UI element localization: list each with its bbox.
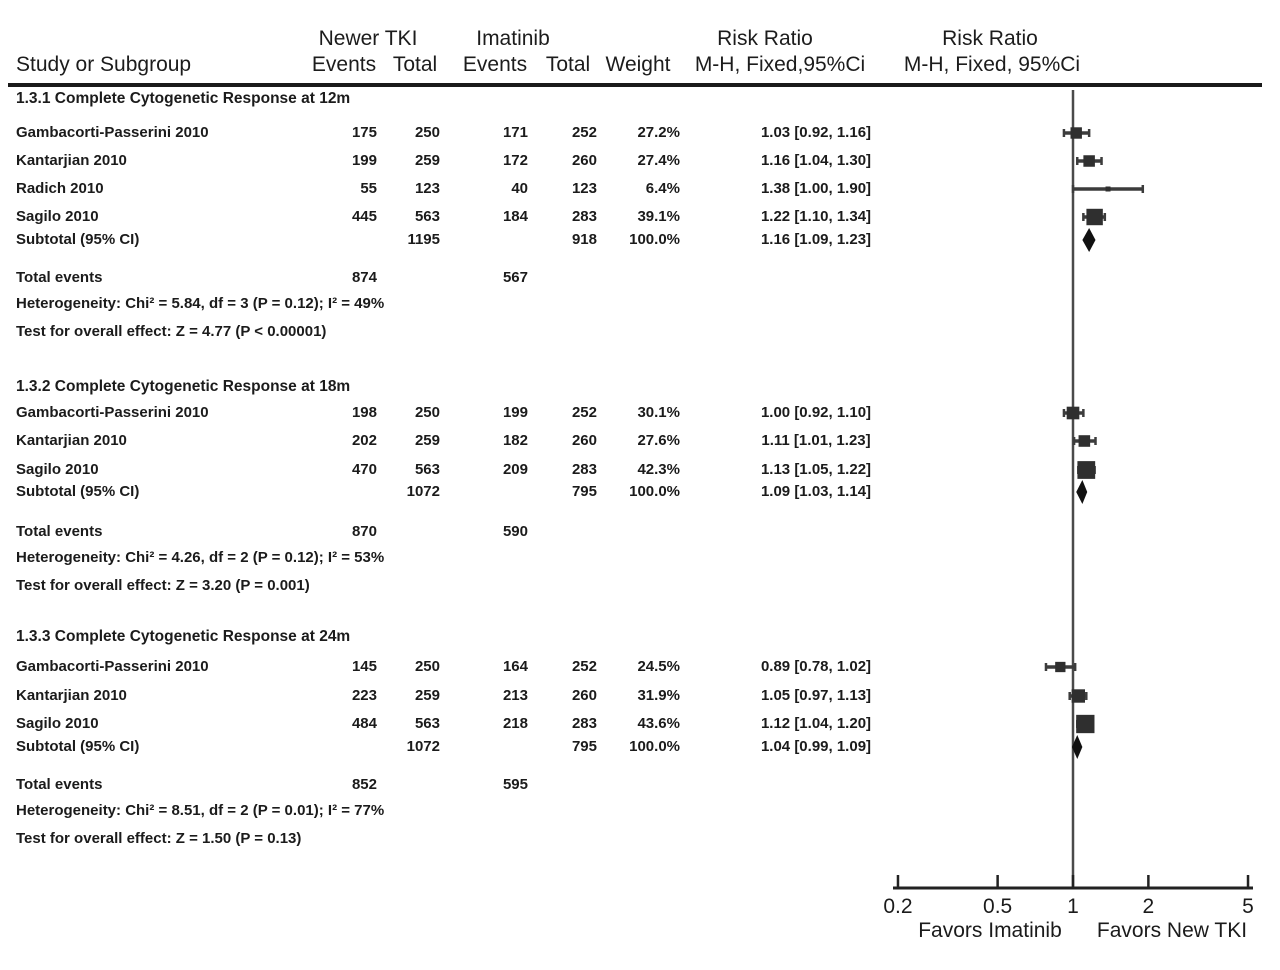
total-imatinib-cell: 260 <box>571 152 597 169</box>
total-imatinib-cell: 260 <box>571 432 597 449</box>
events-imatinib-cell: 171 <box>502 124 528 141</box>
study-row <box>0 122 920 144</box>
total-events-label: Total events <box>16 523 103 540</box>
study-row <box>0 713 920 735</box>
total-tki-cell: 563 <box>414 461 440 478</box>
axis-tick-label: 0.5 <box>983 895 1013 918</box>
events-imatinib-cell: 218 <box>502 715 528 732</box>
column-header-total-tki: Total <box>392 53 438 76</box>
total-imatinib-cell: 252 <box>571 124 597 141</box>
subtotal-row <box>0 229 920 251</box>
plot-header-risk-ratio: Risk Ratio <box>942 27 1038 50</box>
heterogeneity-line: Heterogeneity: Chi² = 4.26, df = 2 (P = 0.12); I² = 53% <box>16 549 385 566</box>
total-events-label: Total events <box>16 776 103 793</box>
weight-cell: 31.9% <box>637 687 680 704</box>
risk-ratio-cell: 1.13 [1.05, 1.22] <box>760 461 872 478</box>
weight-cell: 43.6% <box>637 715 680 732</box>
total-tki-cell: 123 <box>414 180 440 197</box>
effect-square <box>1083 155 1095 167</box>
subgroup-title: 1.3.3 Complete Cytogenetic Response at 24m <box>16 628 351 645</box>
overall-effect-line: Test for overall effect: Z = 1.50 (P = 0.13) <box>16 830 302 847</box>
total-tki-cell: 259 <box>414 432 440 449</box>
favors-left-label: Favors Imatinib <box>918 919 1062 942</box>
events-tki-cell: 445 <box>351 208 377 225</box>
study-row <box>0 685 920 707</box>
total-imatinib-cell: 283 <box>571 461 597 478</box>
study-name: Gambacorti-Passerini 2010 <box>16 124 209 141</box>
total-events-imatinib-cell: 567 <box>502 269 528 286</box>
effect-square <box>1086 209 1102 225</box>
subtotal-label: Subtotal (95% CI) <box>16 738 140 755</box>
subtotal-row <box>0 736 920 758</box>
subtotal-weight-cell: 100.0% <box>629 231 680 248</box>
events-imatinib-cell: 172 <box>502 152 528 169</box>
events-imatinib-cell: 164 <box>502 658 528 675</box>
study-name: Kantarjian 2010 <box>16 432 127 449</box>
total-imatinib-cell: 283 <box>571 208 597 225</box>
total-tki-cell: 250 <box>414 124 440 141</box>
group-header-newer-tki: Newer TKI <box>318 27 418 50</box>
study-row <box>0 656 920 678</box>
effect-square <box>1072 689 1085 702</box>
study-row <box>0 178 920 200</box>
weight-cell: 27.2% <box>637 124 680 141</box>
header-divider <box>8 83 1262 87</box>
weight-cell: 24.5% <box>637 658 680 675</box>
subtotal-risk-ratio-cell: 1.04 [0.99, 1.09] <box>760 738 872 755</box>
events-imatinib-cell: 209 <box>502 461 528 478</box>
effect-square <box>1106 187 1111 192</box>
effect-square <box>1067 407 1080 420</box>
events-imatinib-cell: 213 <box>502 687 528 704</box>
overall-effect-line: Test for overall effect: Z = 3.20 (P = 0.001) <box>16 577 310 594</box>
study-name: Gambacorti-Passerini 2010 <box>16 658 209 675</box>
total-tki-cell: 563 <box>414 208 440 225</box>
column-header-total-imatinib: Total <box>545 53 591 76</box>
study-name: Sagilo 2010 <box>16 208 99 225</box>
events-tki-cell: 175 <box>351 124 377 141</box>
weight-cell: 27.6% <box>637 432 680 449</box>
events-imatinib-cell: 182 <box>502 432 528 449</box>
study-name: Sagilo 2010 <box>16 461 99 478</box>
subtotal-total-imatinib-cell: 795 <box>571 483 597 500</box>
subgroup-title: 1.3.1 Complete Cytogenetic Response at 12m <box>16 90 351 107</box>
weight-cell: 27.4% <box>637 152 680 169</box>
events-tki-cell: 198 <box>351 404 377 421</box>
study-name: Gambacorti-Passerini 2010 <box>16 404 209 421</box>
axis-tick-label: 2 <box>1142 895 1155 918</box>
effect-square <box>1071 127 1082 138</box>
subtotal-weight-cell: 100.0% <box>629 483 680 500</box>
risk-ratio-cell: 1.16 [1.04, 1.30] <box>760 152 872 169</box>
risk-ratio-cell: 1.22 [1.10, 1.34] <box>760 208 872 225</box>
risk-ratio-cell: 1.38 [1.00, 1.90] <box>760 180 872 197</box>
total-events-row <box>0 774 920 796</box>
total-tki-cell: 250 <box>414 658 440 675</box>
events-tki-cell: 484 <box>351 715 377 732</box>
total-imatinib-cell: 123 <box>571 180 597 197</box>
total-events-imatinib-cell: 595 <box>502 776 528 793</box>
events-imatinib-cell: 184 <box>502 208 528 225</box>
risk-ratio-cell: 1.12 [1.04, 1.20] <box>760 715 872 732</box>
events-tki-cell: 199 <box>351 152 377 169</box>
weight-cell: 42.3% <box>637 461 680 478</box>
study-name: Kantarjian 2010 <box>16 687 127 704</box>
overall-effect-line: Test for overall effect: Z = 4.77 (P < 0.00001) <box>16 323 327 340</box>
subtotal-total-tki-cell: 1072 <box>406 483 440 500</box>
column-header-events-tki: Events <box>311 53 377 76</box>
subtotal-total-imatinib-cell: 918 <box>571 231 597 248</box>
subtotal-weight-cell: 100.0% <box>629 738 680 755</box>
effect-square <box>1077 461 1095 479</box>
events-tki-cell: 145 <box>351 658 377 675</box>
weight-cell: 30.1% <box>637 404 680 421</box>
events-tki-cell: 202 <box>351 432 377 449</box>
total-tki-cell: 259 <box>414 152 440 169</box>
risk-ratio-cell: 0.89 [0.78, 1.02] <box>760 658 872 675</box>
subtotal-label: Subtotal (95% CI) <box>16 231 140 248</box>
column-header-weight: Weight <box>605 53 671 76</box>
total-tki-cell: 563 <box>414 715 440 732</box>
column-header-events-imatinib: Events <box>462 53 528 76</box>
column-header-study: Study or Subgroup <box>16 53 192 76</box>
total-events-label: Total events <box>16 269 103 286</box>
risk-ratio-cell: 1.11 [1.01, 1.23] <box>761 432 871 449</box>
risk-ratio-cell: 1.03 [0.92, 1.16] <box>760 124 872 141</box>
total-imatinib-cell: 260 <box>571 687 597 704</box>
study-row <box>0 206 920 228</box>
axis-tick-label: 1 <box>1067 895 1079 918</box>
subgroup-title: 1.3.2 Complete Cytogenetic Response at 18m <box>16 378 351 395</box>
subtotal-total-imatinib-cell: 795 <box>571 738 597 755</box>
study-name: Sagilo 2010 <box>16 715 99 732</box>
subtotal-diamond <box>1082 228 1095 252</box>
study-row <box>0 459 920 481</box>
subtotal-total-tki-cell: 1072 <box>406 738 440 755</box>
events-imatinib-cell: 40 <box>511 180 528 197</box>
study-row <box>0 402 920 424</box>
effect-square <box>1076 715 1094 733</box>
total-events-row <box>0 521 920 543</box>
heterogeneity-line: Heterogeneity: Chi² = 5.84, df = 3 (P = 0.12); I² = 49% <box>16 295 385 312</box>
favors-right-label: Favors New TKI <box>1096 919 1248 942</box>
study-name: Kantarjian 2010 <box>16 152 127 169</box>
subtotal-diamond <box>1076 480 1087 504</box>
axis-tick-label: 0.2 <box>883 895 913 918</box>
total-imatinib-cell: 283 <box>571 715 597 732</box>
study-row <box>0 150 920 172</box>
study-row <box>0 430 920 452</box>
plot-header-mh-fixed-ci: M-H, Fixed, 95%Ci <box>903 53 1081 76</box>
subtotal-diamond <box>1072 735 1082 759</box>
weight-cell: 6.4% <box>645 180 680 197</box>
total-events-row <box>0 267 920 289</box>
total-events-imatinib-cell: 590 <box>502 523 528 540</box>
axis-tick-label: 5 <box>1242 895 1254 918</box>
total-tki-cell: 250 <box>414 404 440 421</box>
total-tki-cell: 259 <box>414 687 440 704</box>
column-header-risk-ratio-text: Risk Ratio <box>717 27 813 50</box>
events-tki-cell: 55 <box>360 180 377 197</box>
total-events-tki-cell: 852 <box>351 776 377 793</box>
total-imatinib-cell: 252 <box>571 658 597 675</box>
subtotal-risk-ratio-cell: 1.16 [1.09, 1.23] <box>760 231 872 248</box>
study-name: Radich 2010 <box>16 180 104 197</box>
effect-square <box>1079 435 1091 447</box>
total-events-tki-cell: 874 <box>351 269 377 286</box>
heterogeneity-line: Heterogeneity: Chi² = 8.51, df = 2 (P = 0.01); I² = 77% <box>16 802 385 819</box>
events-imatinib-cell: 199 <box>502 404 528 421</box>
subtotal-risk-ratio-cell: 1.09 [1.03, 1.14] <box>760 483 872 500</box>
effect-square <box>1055 662 1065 672</box>
group-header-imatinib: Imatinib <box>476 27 550 50</box>
total-imatinib-cell: 252 <box>571 404 597 421</box>
weight-cell: 39.1% <box>637 208 680 225</box>
subtotal-total-tki-cell: 1195 <box>407 231 440 248</box>
subtotal-label: Subtotal (95% CI) <box>16 483 140 500</box>
risk-ratio-cell: 1.05 [0.97, 1.13] <box>760 687 872 704</box>
total-events-tki-cell: 870 <box>351 523 377 540</box>
column-header-mh-fixed-ci-text: M-H, Fixed,95%Ci <box>694 53 866 76</box>
events-tki-cell: 223 <box>351 687 377 704</box>
risk-ratio-cell: 1.00 [0.92, 1.10] <box>760 404 872 421</box>
events-tki-cell: 470 <box>351 461 377 478</box>
subtotal-row <box>0 481 920 503</box>
